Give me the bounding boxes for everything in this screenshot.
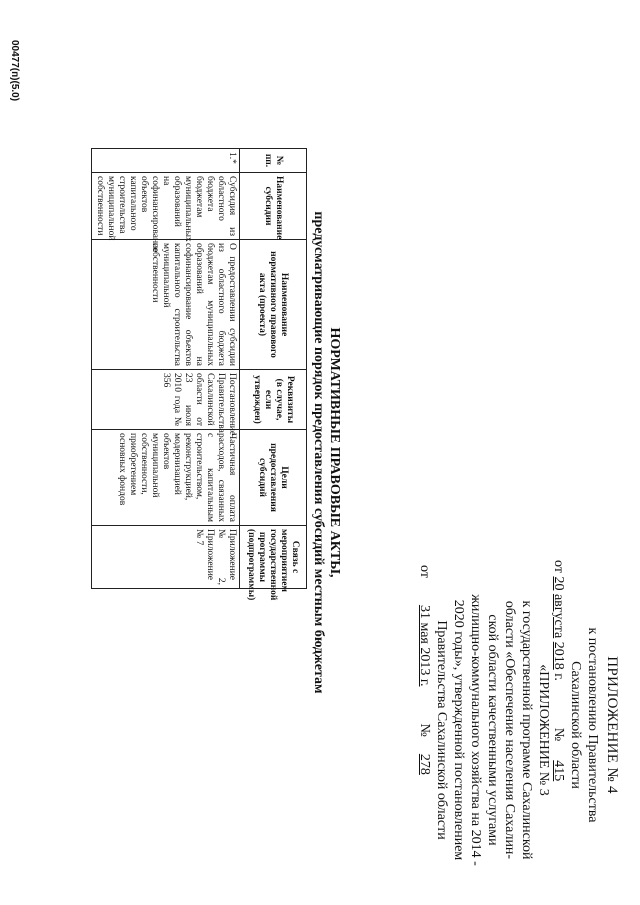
appendix-date-day: 20 — [551, 576, 566, 591]
header-cell-number: № пп. — [240, 149, 307, 173]
prior-appendix-line-5: 2020 годы», утвержденной постановлением — [451, 599, 466, 861]
prior-appendix-line-4: жилищно-коммунального хозяйства на 2014 - — [468, 594, 483, 866]
document-heading — [310, 0, 342, 905]
cell-act-name: О предоставлении субсидии из областного бюджета бюджетам муниципальных образований на софинансирование объектов капитального строительства муниципальной собственности — [92, 240, 240, 370]
prior-appendix-date-value: 31 мая 2013 г. — [417, 604, 432, 687]
appendix-num-label: № — [551, 727, 566, 742]
prior-appendix-block — [416, 565, 552, 895]
normative-acts-table — [91, 148, 307, 601]
prior-appendix-title: «ПРИЛОЖЕНИЕ № 3 — [536, 664, 551, 796]
prior-appendix-date-line — [416, 565, 433, 895]
document-title: НОРМАТИВНЫЕ ПРАВОВЫЕ АКТЫ, — [327, 327, 342, 578]
prior-appendix-date-prefix: от — [417, 565, 432, 578]
header-cell-purpose: Цели предоставления субсидий — [240, 430, 307, 526]
cell-requisites: Постановление Правительства Сахалинской области от 23 июля 2010 года № 356 — [92, 370, 240, 430]
appendix-title: ПРИЛОЖЕНИЕ № 4 — [604, 656, 620, 794]
cell-program-link: Приложение № 2, Приложение № 7 — [92, 526, 240, 589]
appendix-date-line — [550, 560, 567, 890]
appendix-date-prefix: от — [551, 560, 566, 573]
table-row — [92, 149, 240, 589]
prior-appendix-line-2: области «Обеспечение населения Сахалин- — [502, 600, 517, 860]
table-header-row — [240, 149, 307, 589]
cell-purpose: Частичная оплата расходов, связанных с капитальным строительством, реконструкцией, модернизацией объектов муниципальной собственности, приобретением основных фондов — [92, 430, 240, 526]
appendix-num-value: 415 — [551, 760, 566, 782]
prior-appendix-line-3: ской области качественными услугами — [485, 614, 500, 846]
document-code: 00477(п)(5.0) — [9, 40, 20, 102]
appendix-date-suffix: г. — [551, 673, 566, 681]
cell-subsidy-name: Субсидия из областного бюджета бюджетам муниципальных образований на софинансирование объектов капитального строительства муниципальной собственности — [92, 173, 240, 240]
document-subtitle: предусматривающие порядок предоставления субсидий местным бюджетам — [311, 211, 326, 694]
appendix-block — [550, 560, 620, 890]
appendix-line-1: к постановлению Правительства — [585, 627, 600, 823]
prior-appendix-line-6: Правительства Сахалинской области — [434, 620, 449, 840]
appendix-date-year: 2018 — [551, 641, 566, 670]
header-cell-requisites: Реквизиты (в случае, если утвержден) — [240, 370, 307, 430]
appendix-line-2: Сахалинской области — [568, 661, 583, 789]
header-cell-act-name: Наименование нормативного правового акта (проекта) — [240, 240, 307, 370]
prior-appendix-line-1: к государственной программе Сахалинской — [519, 600, 534, 860]
cell-number: 1.* — [92, 149, 240, 173]
prior-appendix-num-value: 278 — [417, 753, 432, 775]
header-cell-program-link: Связь с мероприятием государственной программы (подпрограммы) — [240, 526, 307, 589]
prior-appendix-num-label: № — [417, 723, 432, 737]
header-cell-subsidy-name: Наименование субсидии — [240, 173, 307, 240]
appendix-date-month: августа — [551, 593, 566, 639]
